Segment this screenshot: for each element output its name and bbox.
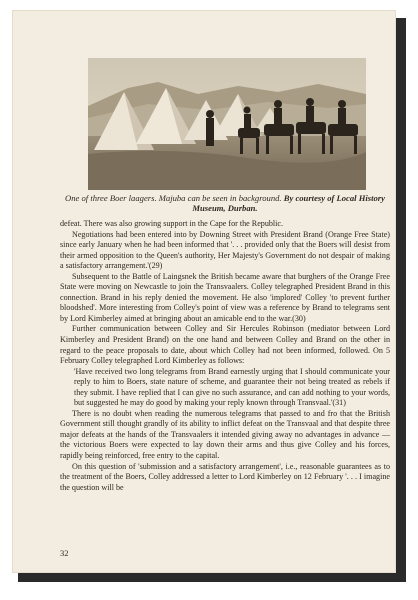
paragraph-1: defeat. There was also growing support in the Cape for the Republic. <box>60 219 284 228</box>
paragraph-2: Negotiations had been entered into by Downing Street with President Brand (Orange Free State) since early January when he had been informed that '. . . provided only that the Boers will desist from their armed opposition to the Queen's authority, Her Majesty's Government do not despair of making a satisfactory arrangement.'(29) <box>60 229 390 271</box>
paragraph-4: Further communication between Colley and Sir Hercules Robinson (mediator between Lord Kimberley and President Brand) on the one hand and between Colley and Brand on the other in regard to the peace proposals to date, about which Colley had not been informed, followed. On 5 February Colley telegraphed Lord Kimberley as follows: <box>60 324 390 366</box>
caption-credit: By courtesy of Local History Museum, Durban. <box>192 193 385 213</box>
page-number: 32 <box>60 548 69 558</box>
paragraph-3: Subsequent to the Battle of Laingsnek the British became aware that burghers of the Orange Free State were moving on Newcastle to join the Transvaalers. Colley telegraphed President Brand in this connection. Brand in his reply denied the movement. He also 'implored' Colley 'to prevent further bloodshed'. More interesting from Colley's point of view was a reference by Brand to telegrams sent by Lord Kimberley aimed at bringing about an amicable end to the war.(30) <box>60 271 390 323</box>
historical-photo <box>88 58 366 190</box>
body-text <box>60 219 390 493</box>
paragraph-5: There is no doubt when reading the numerous telegrams that passed to and fro that the British Government still thought grandly of its ability to inflict defeat on the Transvaal and that despite three major defeats at the hands of the Transvaalers it intended giving away no advantages in advance — the victorious Boers were expected to lay down their arms and thus give Colley and his forces, rapidly being reinforced, free entry to the capital. <box>60 408 390 461</box>
photo-caption <box>60 193 390 213</box>
laager-photo-image <box>88 58 366 190</box>
paragraph-6: On this question of 'submission and a satisfactory arrangement', i.e., reasonable guarantees as to the treatment of the Boers, Colley addressed a letter to Lord Kimberley on 12 February '. . . I imagine the question will be <box>60 461 390 492</box>
block-quote: 'Have received two long telegrams from Brand earnestly urging that I should communicate your reply to him to Boers, state nature of scheme, and guarantee their not being treated as rebels if they submit. I have replied that I can give no such assurance, and can add nothing to your words, but suggested he may do good by making your reply known through Transvaal.'(31) <box>74 366 390 408</box>
caption-text: One of three Boer laagers. Majuba can be seen in background. <box>65 193 282 203</box>
